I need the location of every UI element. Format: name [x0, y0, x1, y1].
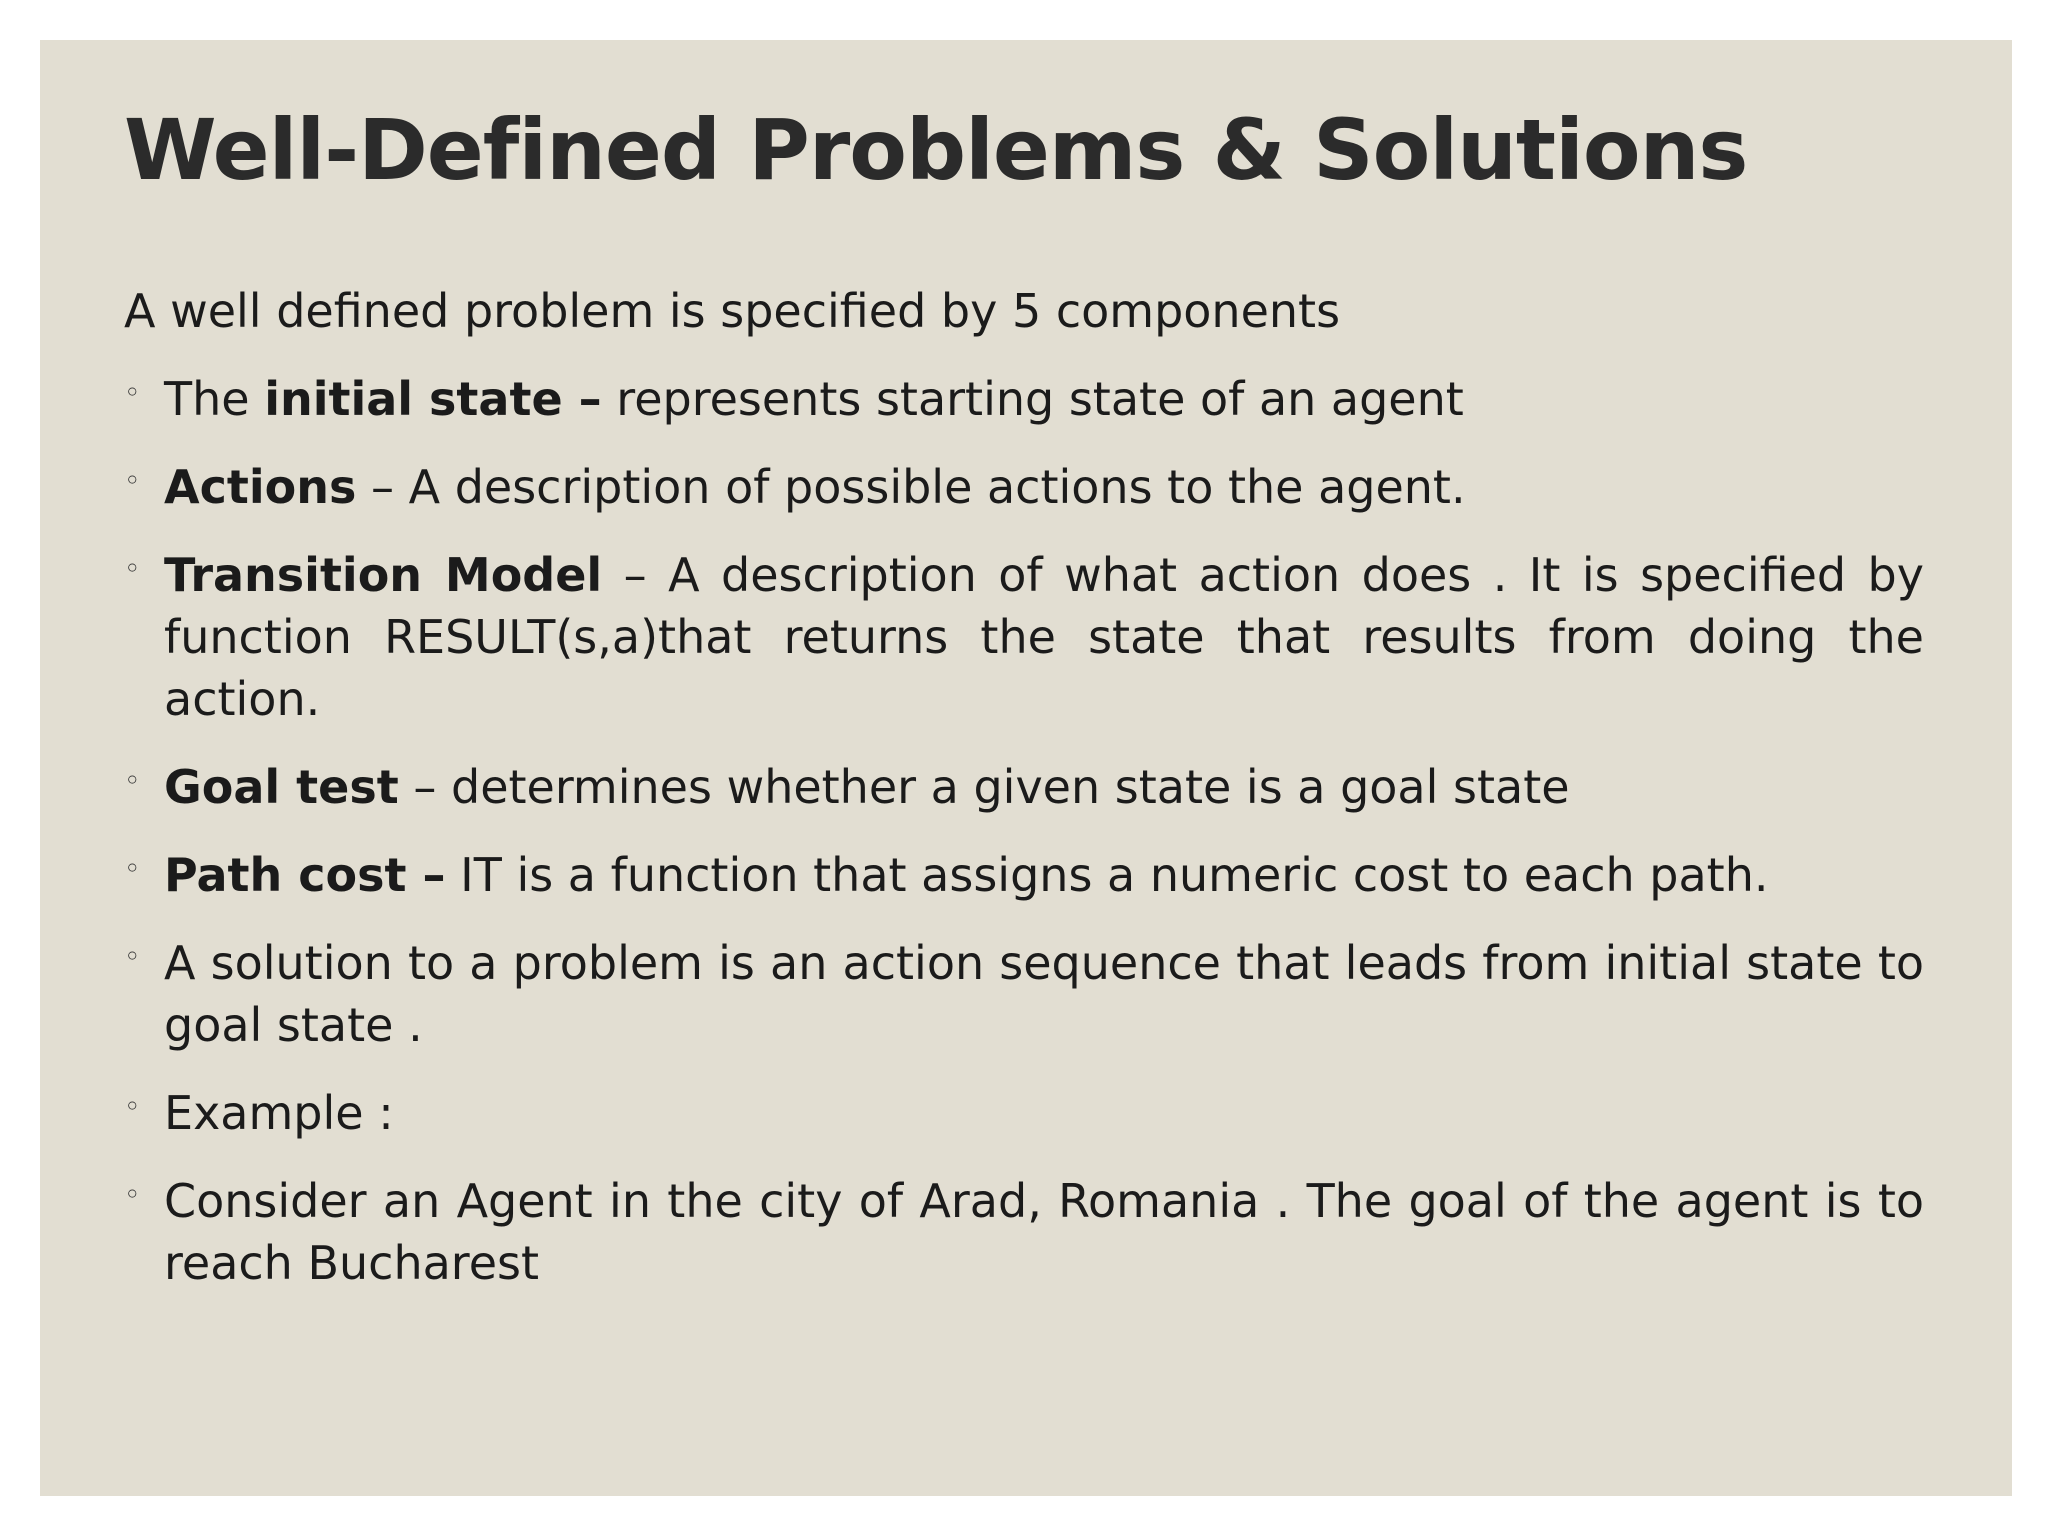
- slide-body: [124, 280, 1924, 1320]
- bullet-item-actions: [124, 456, 1924, 518]
- bullet-item-solution: [124, 932, 1924, 1056]
- bullet-marker-icon: ◦: [124, 764, 141, 797]
- bullet-marker-icon: ◦: [124, 940, 141, 973]
- bullet-item-transition-model: [124, 544, 1924, 730]
- bullet-item-example: [124, 1082, 1924, 1144]
- bullet-text: represents starting state of an agent: [601, 372, 1464, 426]
- bullet-text: IT is a function that assigns a numeric cost to each path.: [445, 848, 1769, 902]
- slide-title: Well-Defined Problems & Solutions: [124, 101, 1748, 199]
- slide: [40, 40, 2012, 1496]
- bullet-term: Goal test: [164, 760, 399, 814]
- bullet-marker-icon: ◦: [124, 852, 141, 885]
- bullet-term: Transition Model: [164, 548, 603, 602]
- bullet-text: – A description of possible actions to the agent.: [356, 460, 1466, 514]
- bullet-marker-icon: ◦: [124, 464, 141, 497]
- bullet-text: Example :: [164, 1086, 394, 1140]
- bullet-text: Consider an Agent in the city of Arad, Romania . The goal of the agent is to reach Bucharest: [164, 1174, 1924, 1290]
- bullet-item-goal-test: [124, 756, 1924, 818]
- bullet-text: A solution to a problem is an action sequence that leads from initial state to goal state .: [164, 936, 1924, 1052]
- bullet-marker-icon: ◦: [124, 376, 141, 409]
- bullet-item-path-cost: [124, 844, 1924, 906]
- intro-text: A well defined problem is specified by 5 components: [124, 284, 1341, 338]
- bullet-prefix: The: [164, 372, 265, 426]
- bullet-text: – A description of what action does . It is specified by function RESULT(s,a)that returns the state that results from doing the action.: [164, 548, 1924, 726]
- bullet-term: initial state –: [264, 372, 602, 426]
- bullet-text: – determines whether a given state is a goal state: [398, 760, 1570, 814]
- bullet-item-initial-state: [124, 368, 1924, 430]
- bullet-term: Actions: [164, 460, 357, 514]
- bullet-term: Path cost –: [164, 848, 446, 902]
- bullet-item-arad-example: [124, 1170, 1924, 1294]
- bullet-marker-icon: ◦: [124, 552, 141, 585]
- bullet-marker-icon: ◦: [124, 1090, 141, 1123]
- bullet-list: [124, 368, 1924, 1294]
- bullet-marker-icon: ◦: [124, 1178, 141, 1211]
